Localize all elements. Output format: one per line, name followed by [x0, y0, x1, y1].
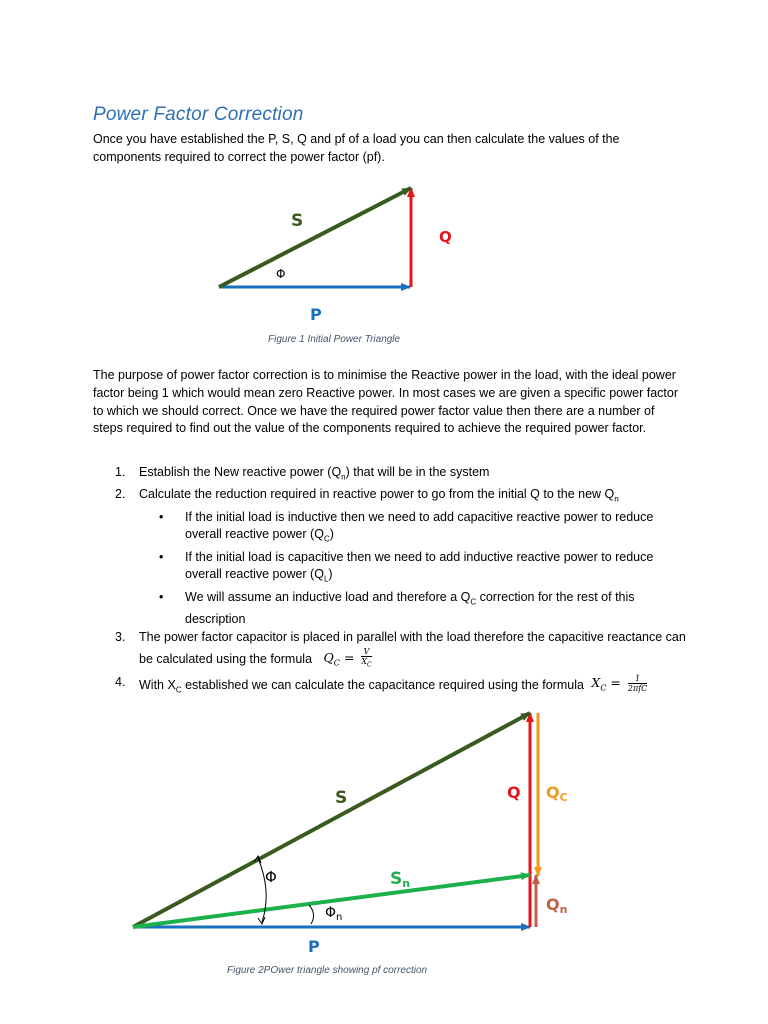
fig2-phin-angle-arc	[309, 905, 314, 924]
fig1-label-p: P	[310, 305, 322, 324]
figure-2-caption: Figure 2POwer triangle showing pf correction	[227, 965, 428, 976]
fig2-label-sn: Sn	[390, 869, 411, 890]
list-item: 1. Establish the New reactive power $(Q_n)$ that will be in the system	[115, 465, 490, 482]
formula-qc: $Q_C$ = $\frac{V}{X_C}$	[323, 646, 372, 669]
fig2-label-p: P	[308, 937, 320, 956]
fig1-s-arrow	[219, 188, 411, 287]
intro-paragraph: Once you have established the P, S, Q and pf of a load you can then calculate the values of the components required to correct the power factor (pf).	[93, 132, 620, 164]
fig2-label-qn: Qn	[546, 895, 568, 916]
list-item: 3. The power factor capacitor is placed in parallel with the load therefore the capacitive reactance can be calculated using the formula $Q_C$ = $\frac{V}{X_C}$	[93, 629, 693, 672]
fig1-label-q: Q	[439, 228, 452, 246]
formula-xc: $X_C$ = $\frac{1}{\text{2πfC}}$	[591, 673, 648, 693]
fig2-label-phin: $\Phi_n$	[325, 905, 343, 923]
fig1-label-s: S	[291, 211, 304, 231]
fig2-label-q: Q	[507, 783, 521, 802]
fig2-label-s: S	[335, 788, 348, 808]
bullet-item: • If the initial load is inductive then we need to add capacitive reactive power to reduce overall reactive power $(Q_C)$	[159, 509, 654, 544]
fig2-label-phi: Φ	[265, 868, 277, 886]
list-item: 4. With $X_C$ established we can calculate the capacitance required using the formula $X_C$ = $\frac{1}{\text{2πfC}}$	[93, 674, 693, 699]
fig2-s-arrow	[133, 713, 530, 927]
bullet-item: • If the initial load is capacitive then we need to add inductive reactive power to reduce overall reactive power $(Q_L)$	[159, 549, 654, 584]
figure-2-correction-triangle	[133, 713, 568, 956]
fig1-label-phi: Φ	[276, 267, 286, 281]
page-title: Power Factor Correction	[93, 104, 304, 125]
bullet-item: • We will assume an inductive load and therefore a $Q_C$ correction for the rest of this description	[159, 589, 635, 627]
fig2-phi-arrowhead-bottom	[258, 917, 265, 924]
fig2-label-qc: QC	[546, 783, 568, 804]
figure-1-caption: Figure 1 Initial Power Triangle	[268, 334, 401, 345]
steps-list	[93, 464, 693, 699]
sub-bullet-list	[139, 509, 693, 629]
list-item: 2. Calculate the reduction required in reactive power to go from the initial Q to the new $Q_n$	[115, 487, 619, 504]
purpose-paragraph: The purpose of power factor correction is to minimise the Reactive power in the load, with the ideal power factor being 1 which would mean zero Reactive power. In most cases we are given a specific power factor to which we should correct. Once we have the required power factor value then there are a number of steps required to find out the value of the components required to achieve the required power factor.	[93, 368, 679, 436]
